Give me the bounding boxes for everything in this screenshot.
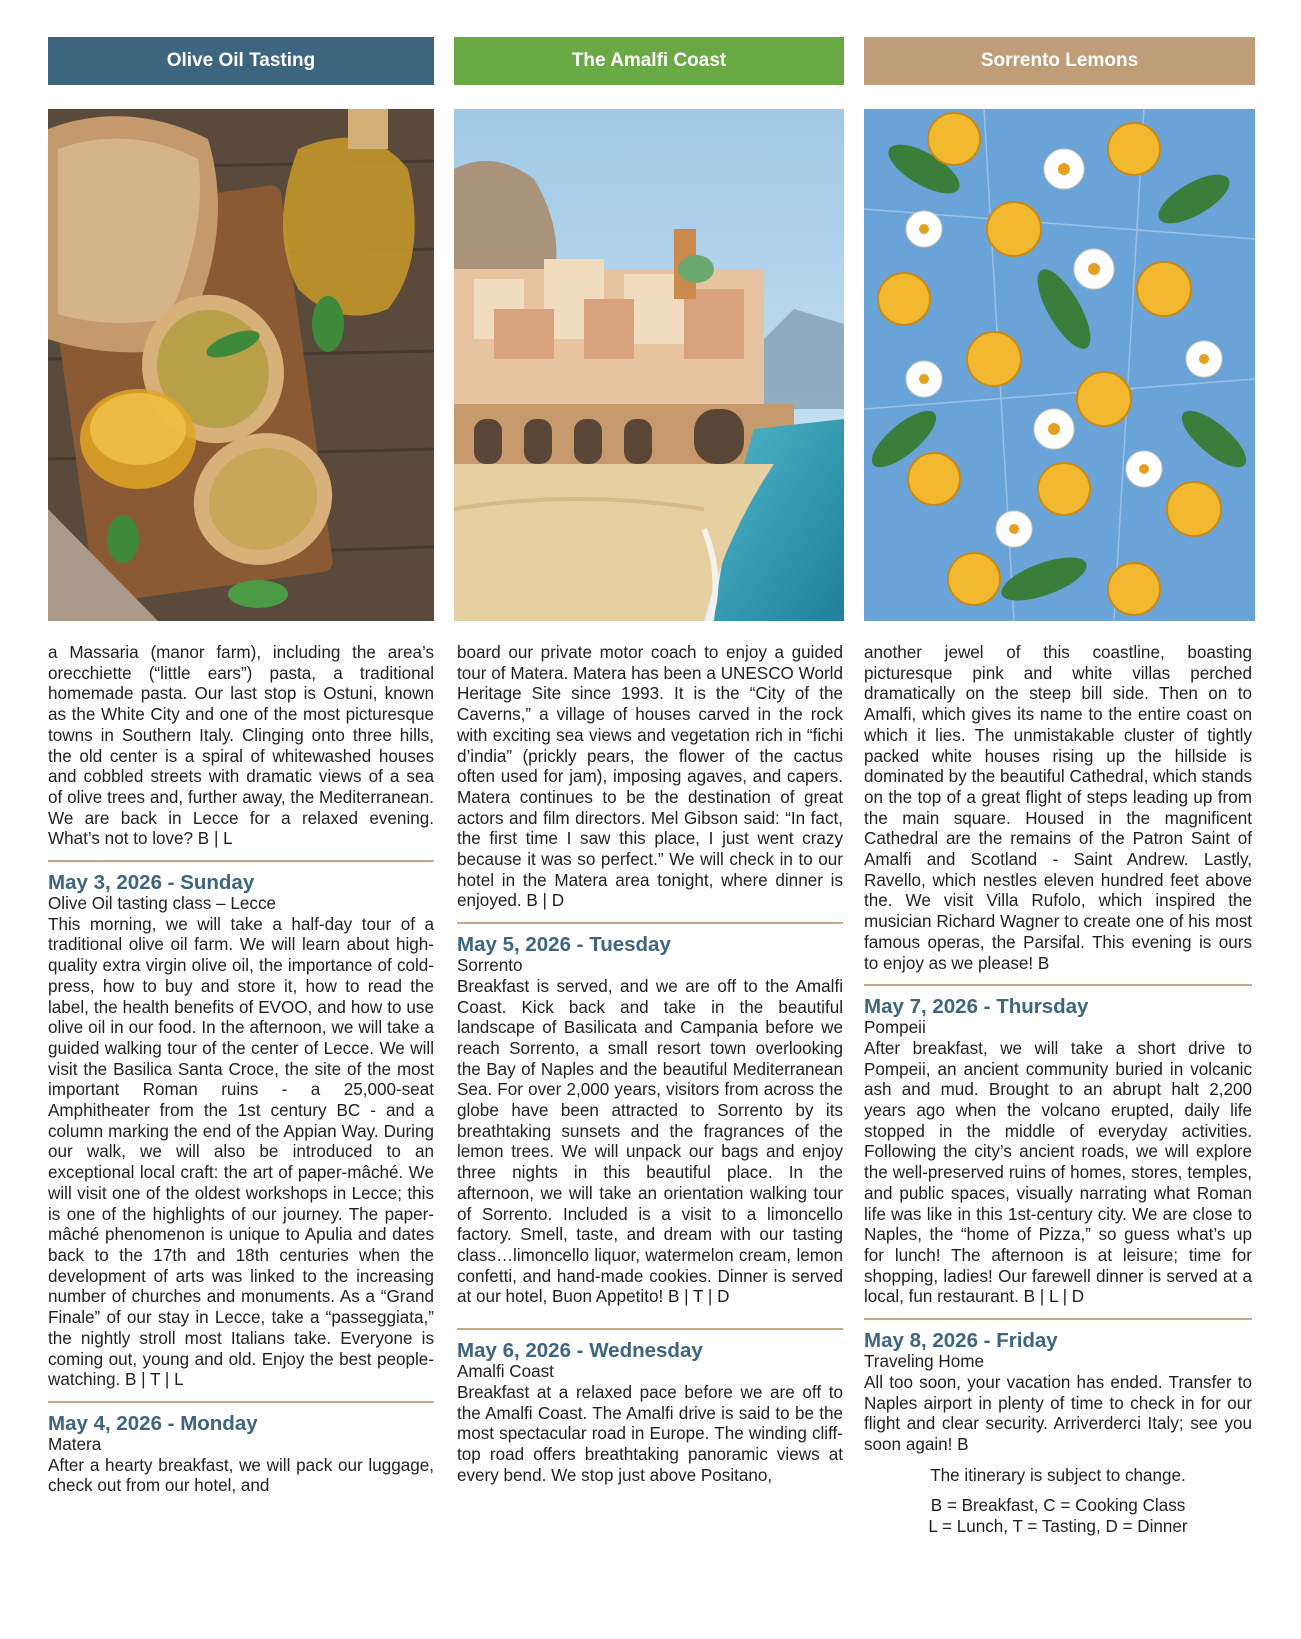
itinerary-change-note: The itinerary is subject to change.: [930, 1465, 1186, 1485]
meal-legend-line-1: B = Breakfast, C = Cooking Class: [930, 1496, 1186, 1516]
day-text-may-4: After a hearty breakfast, we will pack our luggage, check out from our hotel, and: [48, 1455, 434, 1496]
day-title-may-8: May 8, 2026 - Friday: [864, 1329, 1058, 1353]
day-title-may-3: May 3, 2026 - Sunday: [48, 871, 255, 895]
column-2: [457, 643, 843, 1486]
divider: [864, 1318, 1252, 1320]
col2-intro-text: board our private motor coach to enjoy a guided tour of Matera. Matera has been a UNESCO World Heritage Site since 1993. It is the “City of the Caverns,” a village of houses carved in the rock with exciting sea views and vegetation rich in “fichi d’india” (prickly pears, the flower of the cactus often used for jam), imposing agaves, and capers. Matera continues to be the destination of great actors and film directors. Mel Gibson said: “In fact, the first time I saw this place, I just went crazy because it was so perfect.” We will check in to our hotel in the Matera area tonight, where dinner is enjoyed. B | D: [457, 643, 843, 911]
day-place-may-5: Sorrento: [457, 956, 523, 976]
divider: [48, 860, 434, 862]
day-title-may-6: May 6, 2026 - Wednesday: [457, 1339, 703, 1363]
divider: [457, 922, 843, 924]
column-3: [864, 643, 1252, 1538]
day-text-may-6: Breakfast at a relaxed pace before we are off to the Amalfi Coast. The Amalfi drive is said to be the most spectacular road in Europe. The winding cliff-top road offers breathtaking panoramic views at every bend. We stop just above Positano,: [457, 1382, 843, 1485]
day-place-may-8: Traveling Home: [864, 1352, 985, 1372]
meal-legend-line-2: L = Lunch, T = Tasting, D = Dinner: [928, 1517, 1188, 1537]
divider: [457, 1328, 843, 1330]
header-olive-oil-tasting: Olive Oil Tasting: [48, 37, 434, 85]
column-1: [48, 643, 434, 1497]
day-place-may-3: Olive Oil tasting class – Lecce: [48, 894, 277, 914]
day-title-may-4: May 4, 2026 - Monday: [48, 1411, 258, 1435]
olive-oil-bread-photo: [48, 109, 434, 621]
col3-intro-text: another jewel of this coastline, boasting picturesque pink and white villas perched dramatically on the steep bill side. Then on to Amalfi, which gives its name to the entire coast on which it lies. The unmistakable cluster of tightly packed white houses rising up the hillside is dominated by the beautiful Cathedral, which stands on the top of a great flight of steps leading up from the main square. Housed in the magnificent Cathedral are the remains of the Patron Saint of Amalfi and Scotland - Saint Andrew. Lastly, Ravello, which nestles eleven hundred feet above the. We visit Villa Rufolo, which inspired the musician Richard Wagner to create one of his most famous operas, the Parsifal. This evening is ours to enjoy as we please! B: [864, 643, 1252, 973]
day-text-may-5: Breakfast is served, and we are off to the Amalfi Coast. Kick back and take in the beautiful landscape of Basilicata and Campania before we reach Sorrento, a small resort town overlooking the Bay of Naples and the beautiful Mediterranean Sea. For over 2,000 years, visitors from across the globe have been attracted to Sorrento by its breathtaking sunsets and the fragrances of the lemon trees. We will unpack our bags and enjoy three nights in this beautiful place. In the afternoon, we will take an orientation walking tour of Sorrento. Included is a visit to a limoncello factory. Smell, taste, and dream with our tasting class…limoncello liquor, watermelon cream, lemon confetti, and hand-made cookies. Dinner is served at our hotel, Buon Appetito! B | T | D: [457, 976, 843, 1307]
divider: [48, 1401, 434, 1403]
day-title-may-7: May 7, 2026 - Thursday: [864, 995, 1089, 1019]
col1-intro-text: a Massaria (manor farm), including the area’s orecchiette (“little ears”) pasta, a traditional homemade pasta. Our last stop is Ostuni, known as the White City and one of the most picturesque towns in Southern Italy. Clinging onto three hills, the old center is a spiral of whitewashed houses and cobbled streets with dramatic views of a sea of olive trees and, further away, the Mediterranean. We are back in Lecce for a relaxed evening. What’s not to love? B | L: [48, 643, 434, 849]
divider: [864, 984, 1252, 986]
day-place-may-6: Amalfi Coast: [457, 1362, 554, 1382]
header-amalfi-coast: The Amalfi Coast: [454, 37, 844, 85]
day-place-may-4: Matera: [48, 1434, 102, 1454]
day-text-may-7: After breakfast, we will take a short drive to Pompeii, an ancient community buried in volcanic ash and mud. Brought to an abrupt halt 2,200 years ago when the volcano erupted, daily life stopped in the middle of everyday activities. Following the city’s ancient roads, we will explore the well-preserved ruins of homes, stores, temples, and public spaces, visually narrating what Roman life was like in this 1st-century city. We are close to Naples, the “home of Pizza,” so guess what’s up for lunch! The afternoon is at leisure; time for shopping, ladies! Our farewell dinner is served at a local, fun restaurant. B | L | D: [864, 1038, 1252, 1307]
lemon-tile-photo: [864, 109, 1255, 621]
day-text-may-8: All too soon, your vacation has ended. Transfer to Naples airport in plenty of time to check in for our flight and clear security. Arriverderci Italy; see you soon again! B: [864, 1372, 1252, 1454]
header-sorrento-lemons: Sorrento Lemons: [864, 37, 1255, 85]
day-title-may-5: May 5, 2026 - Tuesday: [457, 933, 671, 957]
amalfi-coast-photo: [454, 109, 844, 621]
day-text-may-3: This morning, we will take a half-day tour of a traditional olive oil farm. We will learn about high-quality extra virgin olive oil, the importance of cold-press, how to buy and store it, how to read the label, the health benefits of EVOO, and how to use olive oil in our food. In the afternoon, we will take a guided walking tour of the center of Lecce. We will visit the Basilica Santa Croce, the site of the most important Roman ruins - a 25,000-seat Amphitheater from the 1st century BC - and a column marking the end of the Appian Way. During our walk, we will also be introduced to an exceptional local craft: the art of paper-mâché. We will visit one of the oldest workshops in Lecce; this is one of the highlights of our journey. The paper-mâché phenomenon is unique to Apulia and dates back to the 17th and 18th centuries when the development of arts was linked to the increasing number of churches and monuments. As a “Grand Finale” of our stay in Lecce, take a “passeggiata,” the nightly stroll most Italians take. Everyone is coming out, young and old. Enjoy the best people-watching. B | T | L: [48, 914, 434, 1390]
day-place-may-7: Pompeii: [864, 1018, 926, 1038]
